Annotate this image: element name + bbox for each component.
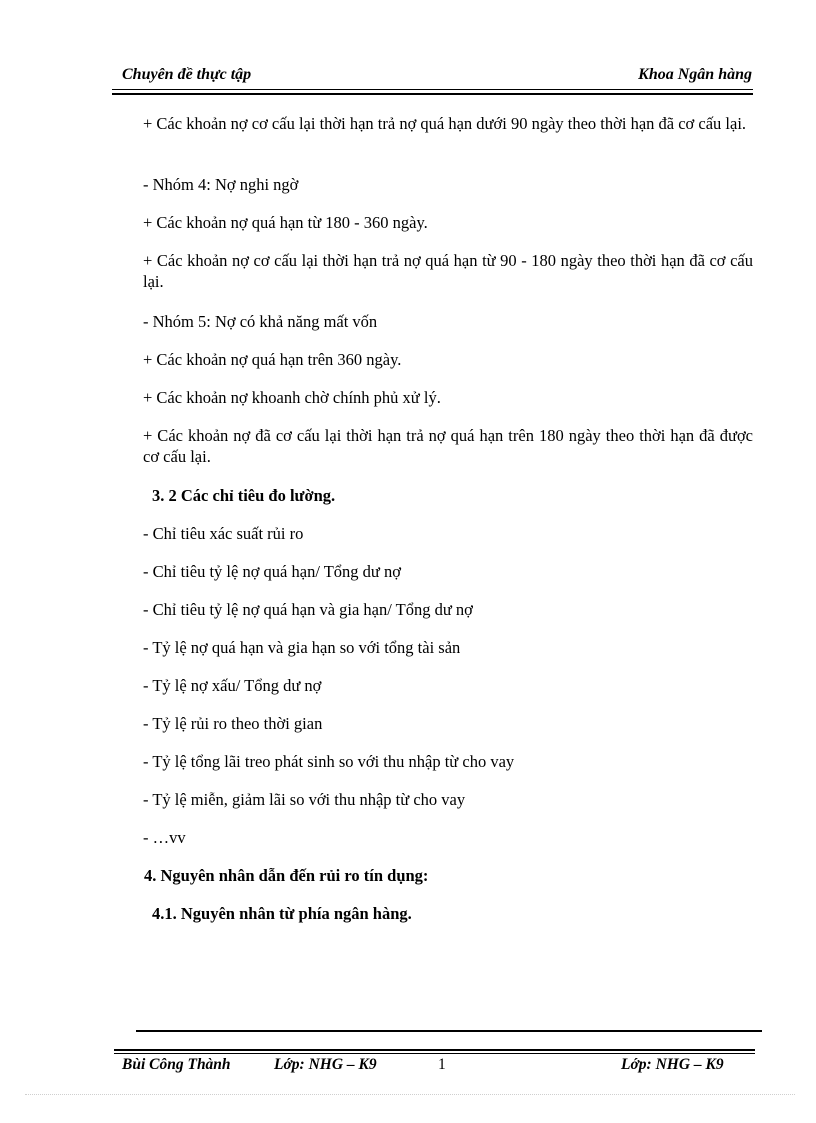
- list-item: - …vv: [143, 828, 186, 847]
- section-heading-4-1: 4.1. Nguyên nhân từ phía ngân hàng.: [152, 904, 412, 923]
- header-rule-top: [112, 89, 753, 90]
- para-3: + Các khoản nợ quá hạn từ 180 - 360 ngày.: [143, 213, 428, 232]
- para-2: - Nhóm 4: Nợ nghi ngờ: [143, 175, 299, 194]
- list-item: - Tỷ lệ tổng lãi treo phát sinh so với thu nhập từ cho vay: [143, 752, 515, 771]
- list-item: - Tỷ lệ nợ xấu/ Tổng dư nợ: [143, 676, 322, 695]
- para-4: + Các khoản nợ cơ cấu lại thời hạn trả nợ quá hạn từ 90 - 180 ngày theo thời hạn đã cơ cấu lại.: [143, 251, 753, 291]
- list-item: - Tỷ lệ nợ quá hạn và gia hạn so với tổng tài sản: [143, 638, 461, 657]
- para-6: + Các khoản nợ quá hạn trên 360 ngày.: [143, 350, 402, 369]
- footer-class-left: Lớp: NHG – K9: [274, 1056, 377, 1073]
- section-heading-3-2: 3. 2 Các chỉ tiêu đo lường.: [152, 486, 336, 505]
- footer-author: Bùi Công Thành: [122, 1056, 231, 1073]
- header-title: Chuyên đề thực tập: [122, 66, 252, 83]
- footer-rule-bottom: [114, 1053, 755, 1054]
- list-item: - Chỉ tiêu tỷ lệ nợ quá hạn/ Tổng dư nợ: [143, 562, 401, 581]
- list-item: - Chỉ tiêu tỷ lệ nợ quá hạn và gia hạn/ Tổng dư nợ: [143, 600, 473, 619]
- list-item: - Tỷ lệ miễn, giảm lãi so với thu nhập từ cho vay: [143, 790, 466, 809]
- page-bottom-dotted-line: [25, 1094, 795, 1095]
- list-item: - Tỷ lệ rủi ro theo thời gian: [143, 714, 323, 733]
- page-footer: [0, 1056, 816, 1076]
- footer-rule-top: [114, 1049, 755, 1051]
- list-item: - Chỉ tiêu xác suất rủi ro: [143, 524, 304, 543]
- footer-separator: [136, 1030, 762, 1032]
- section-heading-4: 4. Nguyên nhân dẫn đến rủi ro tín dụng:: [144, 866, 429, 885]
- page-header: [122, 66, 752, 88]
- header-department: Khoa Ngân hàng: [638, 66, 752, 83]
- para-8: + Các khoản nợ đã cơ cấu lại thời hạn trả nợ quá hạn trên 180 ngày theo thời hạn đã được cơ cấu lại.: [143, 426, 753, 466]
- para-7: + Các khoản nợ khoanh chờ chính phủ xử lý.: [143, 388, 441, 407]
- page-number: 1: [438, 1056, 446, 1073]
- header-rule-bottom: [112, 93, 753, 95]
- footer-class-right: Lớp: NHG – K9: [621, 1056, 724, 1073]
- para-5: - Nhóm 5: Nợ có khả năng mất vốn: [143, 312, 378, 331]
- para-1: + Các khoản nợ cơ cấu lại thời hạn trả nợ quá hạn dưới 90 ngày theo thời hạn đã cơ cấu lại.: [143, 114, 747, 133]
